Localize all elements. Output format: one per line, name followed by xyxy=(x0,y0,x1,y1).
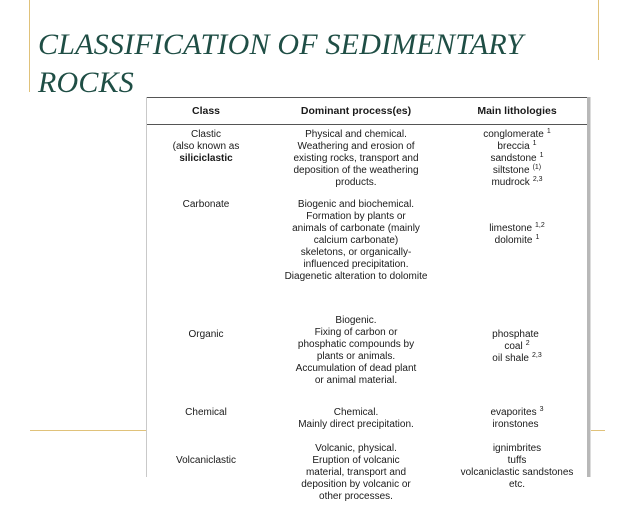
process-text: Mainly direct precipitation. xyxy=(298,419,414,430)
cell-lithologies xyxy=(447,315,587,407)
class-text: Chemical xyxy=(185,407,227,418)
frame-left-line xyxy=(29,0,30,92)
cell-class xyxy=(147,407,265,443)
process-text: Fixing of carbon or xyxy=(314,327,398,338)
process-text: Formation by plants or xyxy=(306,211,406,222)
lithology-item: volcaniclastic sandstones xyxy=(460,467,574,478)
process-text: Diagenetic alteration to dolomite xyxy=(284,271,428,282)
process-text: plants or animals. xyxy=(316,351,396,362)
class-text: siliciclastic xyxy=(179,153,233,164)
process-text: phosphatic compounds by xyxy=(297,339,415,350)
lithology-item: coal $^2$ xyxy=(504,340,530,352)
class-text: (also known as xyxy=(172,141,240,152)
lithology-item: conglomerate $^1$ xyxy=(483,128,551,140)
table-header-row xyxy=(147,98,587,125)
process-text: skeletons, or organically- xyxy=(300,247,412,258)
table-row-chemical xyxy=(147,407,587,443)
cell-lithologies xyxy=(447,407,587,443)
lithology-item: evaporites $^3$ xyxy=(490,406,544,418)
table-row-volcaniclastic xyxy=(147,443,587,513)
process-text: Chemical. xyxy=(333,407,379,418)
lithology-item: limestone $^{1,2}$ xyxy=(489,222,545,234)
cell-class xyxy=(147,199,265,315)
process-text: deposition by volcanic or xyxy=(301,479,411,490)
cell-class xyxy=(147,125,265,200)
process-text: Biogenic. xyxy=(335,315,377,326)
header-lithologies: Main lithologies xyxy=(447,98,587,125)
cell-process xyxy=(265,199,447,315)
process-text: or animal material. xyxy=(314,375,398,386)
classification-table-image xyxy=(146,97,590,502)
process-text: calcium carbonate) xyxy=(313,235,399,246)
process-text: material, transport and xyxy=(305,467,407,478)
process-text: animals of carbonate (mainly xyxy=(292,223,420,234)
lithology-item: phosphate xyxy=(492,329,539,340)
lithology-item: dolomite $^1$ xyxy=(494,234,540,246)
table-row-carbonate xyxy=(147,199,587,315)
process-text: Volcanic, physical. xyxy=(315,443,397,454)
process-text: Eruption of volcanic xyxy=(312,455,400,466)
frame-bottom-line-right xyxy=(589,430,605,431)
header-class: Class xyxy=(147,98,265,125)
cell-lithologies xyxy=(447,199,587,315)
lithology-item: siltstone $^{(1)}$ xyxy=(492,164,542,176)
lithology-item: breccia $^1$ xyxy=(497,140,537,152)
lithology-item: ignimbrites xyxy=(492,443,542,454)
class-text: Volcaniclastic xyxy=(175,455,237,466)
lithology-item: sandstone $^1$ xyxy=(490,152,544,164)
table-row-organic xyxy=(147,315,587,407)
cell-lithologies xyxy=(447,125,587,200)
classification-table xyxy=(147,97,587,513)
lithology-item: oil shale $^{2,3}$ xyxy=(492,352,542,364)
process-text: Weathering and erosion of xyxy=(297,141,415,152)
class-text: Clastic xyxy=(190,129,221,140)
process-text: existing rocks, transport and xyxy=(293,153,419,164)
cell-process xyxy=(265,125,447,200)
frame-right-line xyxy=(598,0,599,60)
cell-class xyxy=(147,443,265,513)
class-text: Organic xyxy=(188,329,224,340)
cell-class xyxy=(147,315,265,407)
process-text: other processes. xyxy=(319,491,393,502)
cell-process xyxy=(265,315,447,407)
frame-bottom-line-left xyxy=(30,430,146,431)
cell-process xyxy=(265,443,447,513)
class-text: Carbonate xyxy=(182,199,230,210)
slide-title: CLASSIFICATION OF SEDIMENTARY ROCKS xyxy=(38,28,524,99)
process-text: products. xyxy=(335,177,377,188)
lithology-item: tuffs xyxy=(507,455,527,466)
process-text: deposition of the weathering xyxy=(293,165,419,176)
lithology-item: ironstones xyxy=(492,419,539,430)
lithology-item: etc. xyxy=(508,479,526,490)
process-text: influenced precipitation. xyxy=(303,259,409,270)
lithology-item: mudrock $^{2,3}$ xyxy=(491,176,543,188)
header-process: Dominant process(es) xyxy=(265,98,447,125)
table-row-clastic xyxy=(147,125,587,200)
process-text: Biogenic and biochemical. xyxy=(297,199,415,210)
cell-process xyxy=(265,407,447,443)
process-text: Physical and chemical. xyxy=(305,129,407,140)
cell-lithologies xyxy=(447,443,587,513)
process-text: Accumulation of dead plant xyxy=(295,363,417,374)
